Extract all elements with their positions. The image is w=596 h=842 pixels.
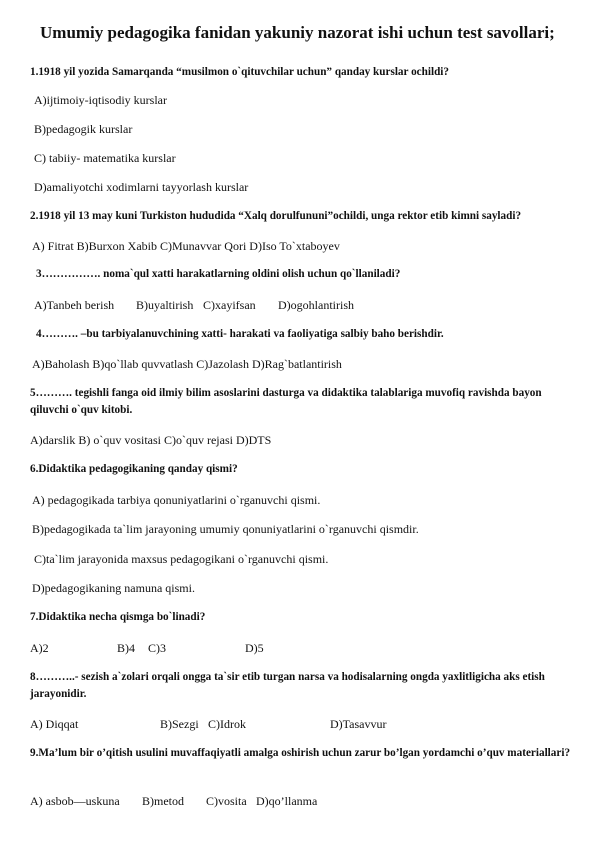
q6-option-b: B)pedagogikada ta`lim jarayoning umumiy qonuniyatlarini o`rganuvchi qismdir.: [32, 522, 419, 536]
q9-option-a: A) asbob—uskuna: [30, 794, 120, 808]
q8-option-d: D)Tasavvur: [330, 717, 387, 731]
q7-option-d: D)5: [245, 641, 264, 655]
question-2: 2.1918 yil 13 may kuni Turkiston hududida “Xalq dorulfununi”ochildi, unga rektor etib kimni sayladi?: [30, 210, 522, 222]
q3-option-a: A)Tanbeh berish: [34, 298, 115, 312]
question-3: 3……………. noma`qul xatti harakatlarning oldini olish uchun qo`llaniladi?: [36, 268, 401, 280]
q3-option-d: D)ogohlantirish: [278, 298, 354, 312]
q1-option-c: C) tabiiy- matematika kurslar: [34, 151, 176, 165]
question-8: 8………..- sezish a`zolari orqali ongga ta`sir etib turgan narsa va hodisalarning ongda yaxlitligicha aks etish jarayonidir.: [30, 671, 545, 700]
q8-option-a: A) Diqqat: [30, 717, 79, 731]
q7-option-c: C)3: [148, 641, 166, 655]
q4-options: A)Baholash B)qo`llab quvvatlash C)Jazolash D)Rag`batlantirish: [32, 357, 342, 371]
q1-option-a: A)ijtimoiy-iqtisodiy kurslar: [34, 93, 167, 107]
q9-option-b: B)metod: [142, 794, 184, 808]
q3-option-c: C)xayifsan: [203, 298, 256, 312]
q7-option-b: B)4: [117, 641, 135, 655]
q6-option-d: D)pedagogikaning namuna qismi.: [32, 581, 195, 595]
q9-option-c: C)vosita: [206, 794, 247, 808]
q2-options: A) Fitrat B)Burxon Xabib C)Munavvar Qori D)Iso To`xtaboyev: [32, 239, 340, 253]
question-9: 9.Ma’lum bir o’qitish usulini muvaffaqiyatli amalga oshirish uchun zarur bo’lgan yordamchi o’quv materiallari?: [30, 747, 571, 759]
question-4: 4………. –bu tarbiyalanuvchining xatti- harakati va faoliyatiga salbiy baho berishdir.: [36, 328, 444, 340]
q6-option-a: A) pedagogikada tarbiya qonuniyatlarini o`rganuvchi qismi.: [32, 493, 321, 507]
document-title: Umumiy pedagogika fanidan yakuniy nazorat ishi uchun test savollari;: [40, 23, 555, 42]
question-1: 1.1918 yil yozida Samarqanda “musilmon o`qituvchilar uchun” qanday kurslar ochildi?: [30, 66, 450, 78]
q1-option-d: D)amaliyotchi xodimlarni tayyorlash kurslar: [34, 180, 249, 194]
q9-option-d: D)qo’llanma: [256, 794, 318, 808]
q1-option-b: B)pedagogik kurslar: [34, 122, 133, 136]
q6-option-c: C)ta`lim jarayonida maxsus pedagogikani o`rganuvchi qismi.: [34, 552, 329, 566]
q8-option-c: C)Idrok: [208, 717, 246, 731]
q5-options: A)darslik B) o`quv vositasi C)o`quv rejasi D)DTS: [30, 433, 272, 447]
question-6: 6.Didaktika pedagogikaning qanday qismi?: [30, 463, 238, 475]
q8-option-b: B)Sezgi: [160, 717, 199, 731]
q7-option-a: A)2: [30, 641, 49, 655]
question-5: 5………. tegishli fanga oid ilmiy bilim asoslarini dasturga va didaktika talablariga muvofiq ravishda bayon qiluvchi o`quv kitobi.: [30, 387, 542, 416]
q3-option-b: B)uyaltirish: [136, 298, 194, 312]
question-7: 7.Didaktika necha qismga bo`linadi?: [30, 611, 206, 623]
